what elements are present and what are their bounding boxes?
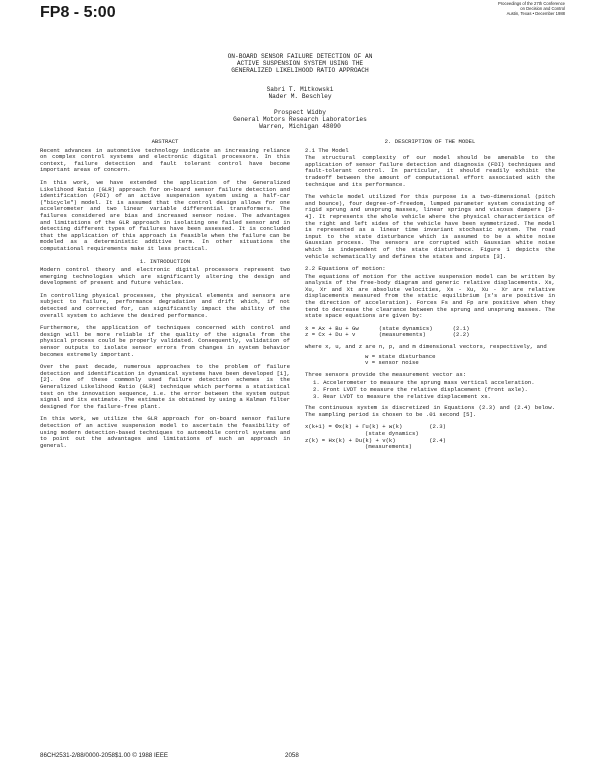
abstract-heading: ABSTRACT <box>151 138 179 145</box>
proceedings-line: on Decision and Control <box>520 6 565 11</box>
affiliation-line: Prospect Widby <box>274 109 326 116</box>
body-paragraph: where x, u, and z are n, p, and m dimensional vectors, respectively, and <box>305 343 547 351</box>
author: Sabri T. Mitkowski <box>266 86 334 93</box>
equation-label: (measurements) <box>365 443 412 451</box>
body-paragraph: The equations of motion for the active suspension model can be written by analysis of the free-body diagram and generic relative displacements. Xs, Xu, Xr and Xt are absolute velocities, Xs - Xu, Xu - Xr are relative displacements measured from the static equilibrium (x's are positive in the direction of acceleration). Forces Fs and Fp are positive when they tend to decrease the clearance between the sprung and unsprung masses. The state space equations are given by: <box>305 272 555 320</box>
equation: z(k) = Hx(k) + Du(k) + v(k) (2.4) <box>305 436 446 444</box>
body-paragraph: The structural complexity of our model should be amenable to the application of sensor failure detection and diagnosis (FDI) techniques and fault-tolerant control. In particular, it should readily exhibit the tradeoff between the amount of computational effort associated with the technique and its performance. <box>305 154 555 188</box>
affiliation-line: General Motors Research Laboratories <box>233 116 367 124</box>
body-paragraph: The vehicle model utilized for this purpose is a two-dimensional (pitch and bounce), four degree-of-freedom, lumped parameter system consisting of rigid sprung and unsprung masses, linear springs and viscous dampers [3-4]. It represents the whole vehicle where the physical characteristics of the right and left sides of the vehicle have been symmetrized. The model is represented as a linear time invariant stochastic system. The road input to the state disturbance which is assumed to be a white noise Gaussian process. The sensors are corrupted with Gaussian white noise which is independent of the state disturbance. Figure 1 depicts the vehicle schematically and defines the states and inputs [3]. <box>305 193 555 260</box>
body-paragraph: Modern control theory and electronic digital processors represent two emerging technologies which are significantly altering the design and development of present and future vehicles. <box>40 266 290 287</box>
copyright-footer: 86CH2531-2/88/0000-2058$1.00 © 1988 IEEE <box>40 752 169 759</box>
subsection-heading: 2.2 Equations of motion: <box>305 265 386 273</box>
affiliation-line: Warren, Michigan 48090 <box>259 123 341 131</box>
sensor-list-item: 3. Rear LVDT to measure the relative displacement xs. <box>313 392 491 400</box>
session-label: FP8 - 5:00 <box>40 4 116 21</box>
author-list <box>150 86 450 100</box>
author: Nader M. Beschley <box>268 93 332 101</box>
page-number: 2058 <box>285 752 299 759</box>
left-column <box>40 139 290 455</box>
equation-label: (state dynamics) <box>365 429 419 437</box>
section-heading: 2. DESCRIPTION OF THE MODEL <box>384 138 476 145</box>
paper-title <box>150 53 450 75</box>
abstract-paragraph: Recent advances in automotive technology indicate an increasing reliance on complex control systems and electronic digital processors. In this context, failure detection and fault tolerant control have become important areas of concern. <box>40 146 290 174</box>
introduction-heading: 1. INTRODUCTION <box>139 257 191 265</box>
equation: z = Cx + Du + v (measurements) (2.2) <box>305 331 470 339</box>
affiliation <box>150 109 450 131</box>
body-paragraph: Three sensors provide the measurement vector as: <box>305 370 467 378</box>
body-paragraph: Over the past decade, numerous approaches to the problem of failure detection and identification in dynamical systems have been developed [1], [2]. One of these commonly used failure detection schemes is the Generalized Likelihood Ratio (GLR) technique which performs a statistical test on the innovation sequence, i.e. the error between the system output signal and its estimate. The estimate is obtained by using a Kalman filter designed for the failure-free plant. <box>40 363 290 410</box>
body-paragraph: The continuous system is discretized in Equations (2.3) and (2.4) below. The sampling period is chosen to be .01 second [5]. <box>305 404 555 418</box>
body-paragraph: Furthermore, the application of techniques concerned with control and design will be more reliable if the quality of the signals from the physical process could be properly validated. Consequently, validation of sensor outputs to isolate sensor errors from changes in system behavior becomes extremely important. <box>40 324 290 358</box>
definition: v = sensor noise <box>365 359 419 367</box>
title-line: GENERALIZED LIKELIHOOD RATIO APPROACH <box>231 67 369 75</box>
proceedings-line: Austin, Texas • December 1988 <box>506 11 565 16</box>
proceedings-line: Proceedings of the 27th Conference <box>497 1 565 6</box>
title-line: ON-BOARD SENSOR FAILURE DETECTION OF AN <box>227 53 373 60</box>
sensor-list-item: 2. Front LVDT to measure the relative displacement (front axle). <box>313 386 528 393</box>
abstract-paragraph: In this work, we have extended the application of the Generalized Likelihood Ratio (GLR) approach for on-board sensor failure detection and identification (FDI) of an active suspension system using a half-car ("bicycle") model. It is assumed that the control design allows for one accelerometer and two linear variable differential transformers. The failures considered are bias and increased sensor noise. The advantages and limitations of the GLR approach in isolating one failed sensor and in detecting different types of failures have been assessed. It is concluded that the application of this approach is feasible when the failure can be modeled as a deterministic additive term. In other situations the computational requirements make it less practical. <box>40 178 290 252</box>
body-paragraph: In this work, we utilize the GLR approach for on-board sensor failure detection of an active suspension model to ascertain the feasibility of using modern detection-based techniques to automobile control systems and to point out the advantages and limitations of such an approach in general. <box>40 415 290 449</box>
proceedings-note <box>470 1 565 16</box>
sensor-list-item: 1. Accelerometer to measure the sprung mass vertical acceleration. <box>313 379 535 387</box>
right-column <box>305 139 555 451</box>
equation: x(k+1) = Φx(k) + Γu(k) + w(k) (2.3) <box>305 423 446 431</box>
subsection-heading: 2.1 The Model <box>305 146 349 154</box>
definition: w = state disturbance <box>365 352 436 360</box>
body-paragraph: In controlling physical processes, the physical elements and sensors are subject to failure, performance degradation and drift which, if not detected and corrected for, can significantly impact the ability of the overall system to achieve the desired performance. <box>40 291 290 319</box>
title-line: ACTIVE SUSPENSION SYSTEM USING THE <box>236 60 364 68</box>
equation: ẋ = Ax + Bu + Gw (state dynamics) (2.1) <box>305 324 470 332</box>
